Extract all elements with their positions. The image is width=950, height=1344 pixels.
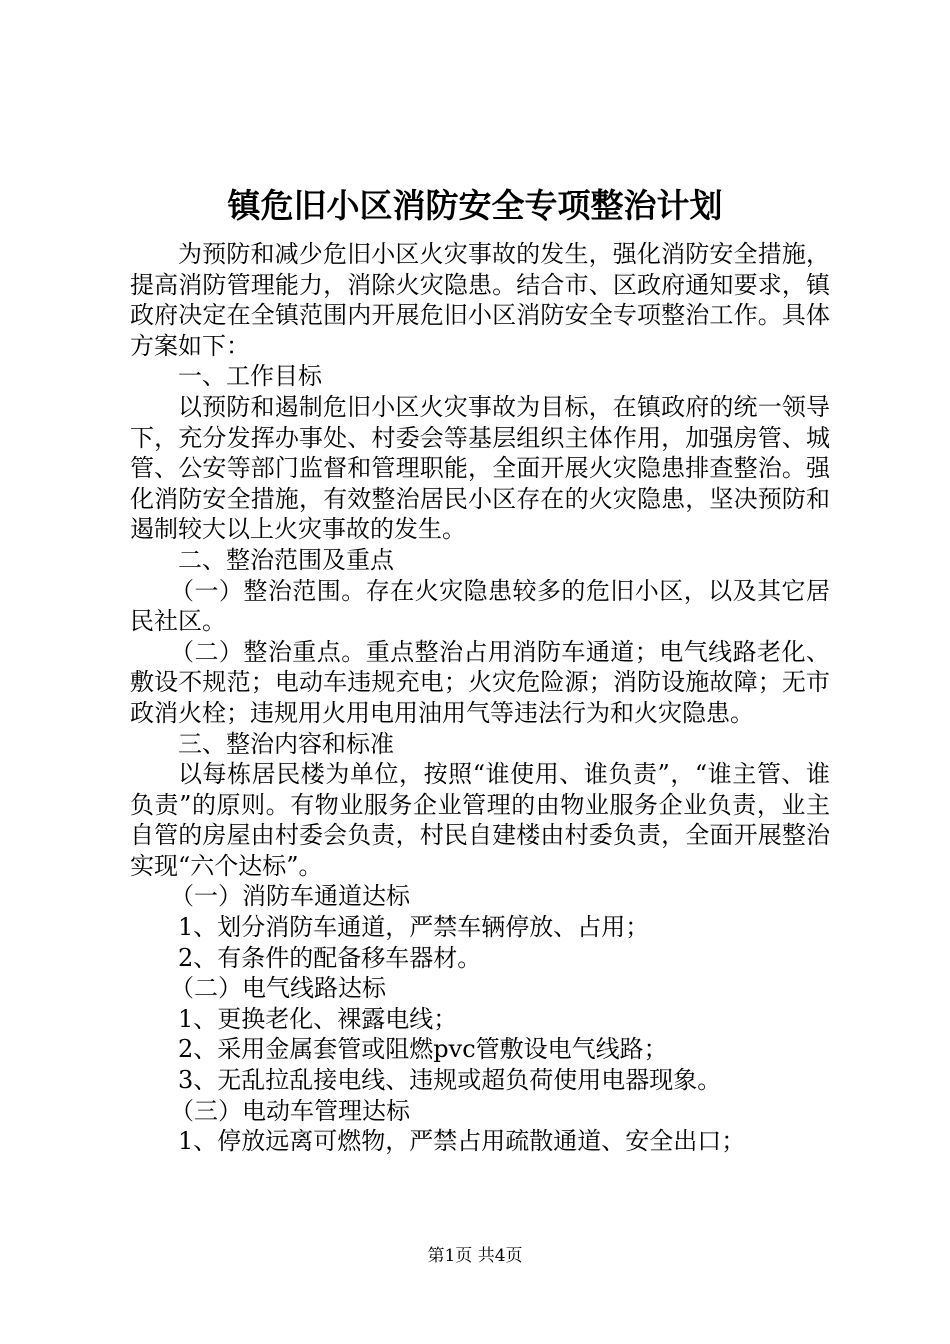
subheading-electrical: （二）电气线路达标 bbox=[170, 974, 386, 1003]
intro-paragraph: 为预防和减少危旧小区火灾事故的发生，强化消防安全措施，提高消防管理能力，消除火灾隐患。结合市、区政府通知要求，镇政府决定在全镇范围内开展危旧小区消防安全专项整治工作。具体方案如下： bbox=[130, 240, 830, 360]
page-footer: 第1页 共4页 bbox=[427, 1246, 523, 1266]
list-item: 2、有条件的配备移车器材。 bbox=[178, 943, 482, 972]
content-paragraph: 以每栋居民楼为单位，按照“谁使用、谁负责”，“谁主管、谁负责”的原则。有物业服务企业管理的由物业服务企业负责，业主自管的房屋由村委会负责，村民自建楼由村委负责，全面开展整治实现“六个达标”。 bbox=[130, 760, 830, 880]
section-heading-goals: 一、工作目标 bbox=[178, 362, 322, 391]
document-body bbox=[130, 239, 830, 1157]
list-item: 1、划分消防车通道，严禁车辆停放、占用； bbox=[178, 913, 650, 942]
list-item: 1、更换老化、裸露电线； bbox=[178, 1004, 458, 1033]
list-item: 2、采用金属套管或阻燃pvc管敷设电气线路； bbox=[178, 1035, 668, 1064]
focus-paragraph: （二）整治重点。重点整治占用消防车通道；电气线路老化、敷设不规范；电动车违规充电；火灾危险源；消防设施故障；无市政消火栓；违规用火用电用油用气等违法行为和火灾隐患。 bbox=[130, 637, 830, 727]
goals-paragraph: 以预防和遏制危旧小区火灾事故为目标，在镇政府的统一领导下，充分发挥办事处、村委会等基层组织主体作用，加强房管、城管、公安等部门监督和管理职能，全面开展火灾隐患排查整治。强化消防安全措施，有效整治居民小区存在的火灾隐患，坚决预防和遏制较大以上火灾事故的发生。 bbox=[130, 392, 830, 544]
subheading-fire-lane: （一）消防车通道达标 bbox=[170, 882, 410, 911]
subheading-e-bike: （三）电动车管理达标 bbox=[170, 1096, 410, 1125]
scope-paragraph: （一）整治范围。存在火灾隐患较多的危旧小区，以及其它居民社区。 bbox=[130, 576, 830, 636]
section-heading-content: 三、整治内容和标准 bbox=[178, 729, 394, 758]
section-heading-scope: 二、整治范围及重点 bbox=[178, 545, 394, 574]
document-title: 镇危旧小区消防安全专项整治计划 bbox=[227, 186, 723, 225]
list-item: 3、无乱拉乱接电线、违规或超负荷使用电器现象。 bbox=[178, 1066, 722, 1095]
list-item: 1、停放远离可燃物，严禁占用疏散通道、安全出口； bbox=[178, 1127, 746, 1156]
